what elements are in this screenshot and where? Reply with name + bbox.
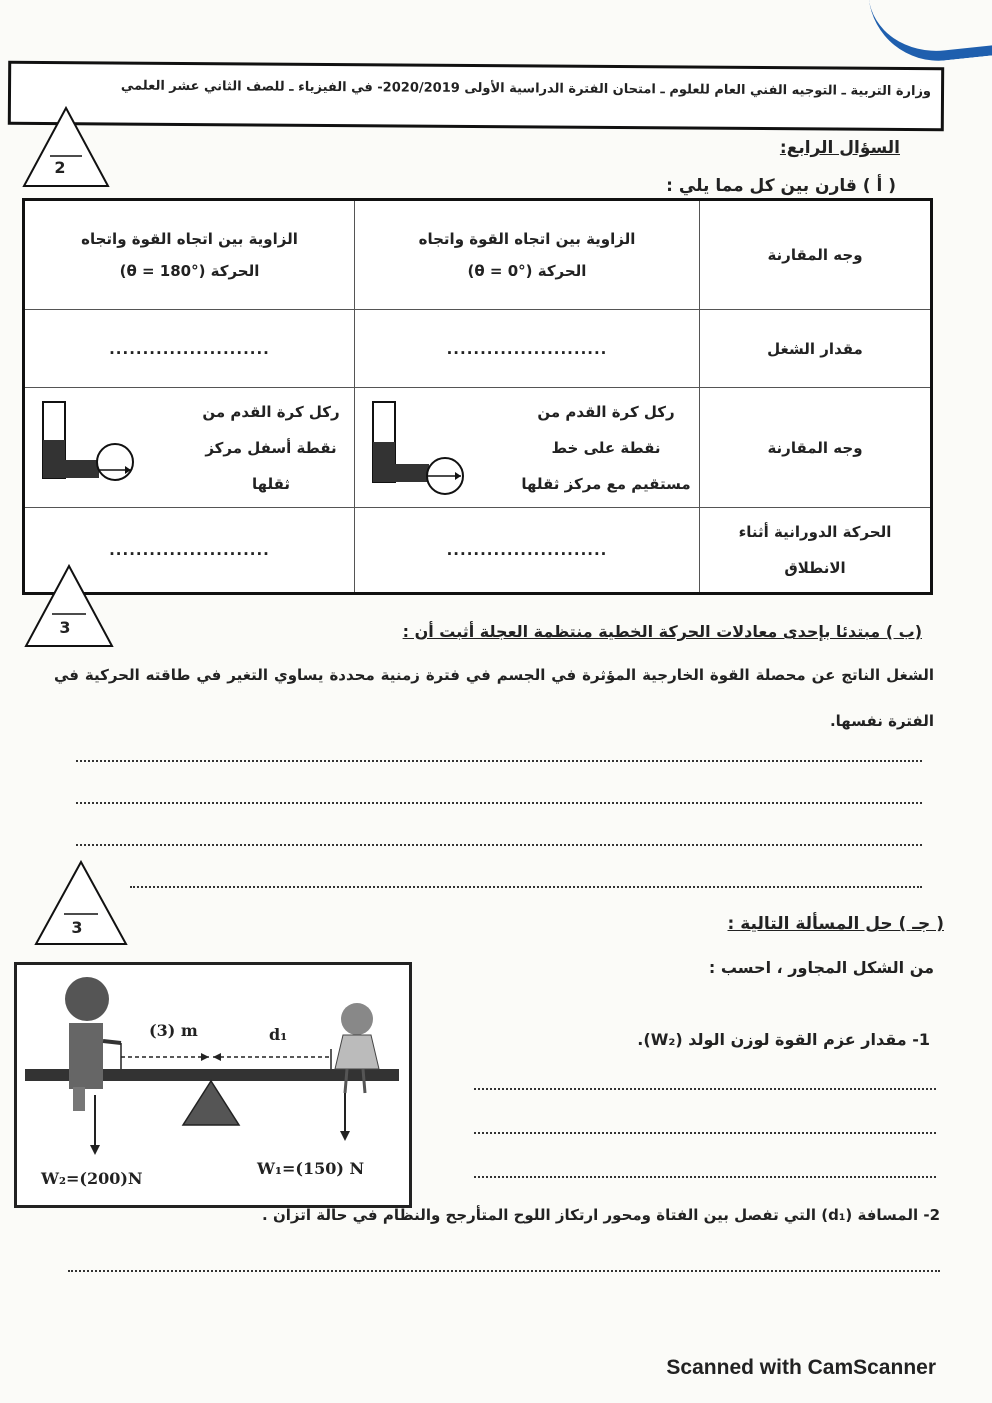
part-c-q2: 2- المسافة (d₁) التي تفصل بين الفتاة ومحور ارتكاز اللوح المتأرجح والنظام في حالة اتزان . [262, 1206, 940, 1224]
kick-below-icon [33, 398, 143, 498]
question-title: السؤال الرابع: [779, 138, 900, 158]
row3-col2-text: ركل كرة القدم من نقطة أسفل مركز ثقلها [202, 402, 340, 493]
answer-line-b3[interactable] [76, 844, 922, 846]
table-row [24, 508, 932, 594]
header-text: وزارة التربية ـ التوجيه الفني العام للعلوم ـ امتحان الفترة الدراسية الأولى 2020/2019- في الفيزياء ـ للصف الثاني عشر العلمي [120, 78, 932, 100]
row2-col1-answer[interactable]: ........................ [355, 310, 700, 388]
mark-c: 3 [71, 918, 83, 937]
part-a-title: ( أ ) قارن بين كل مما يلي : [666, 176, 896, 196]
label-weight-girl: W₁=(150) N [257, 1159, 365, 1178]
table-row [24, 388, 932, 508]
answer-line-b1[interactable] [76, 760, 922, 762]
row1-label: وجه المقارنة [700, 200, 932, 310]
row2-col2-answer[interactable]: ........................ [24, 310, 355, 388]
scanner-footer: Scanned with CamScanner [666, 1356, 936, 1379]
label-distance-girl: d₁ [269, 1025, 288, 1044]
answer-line-c1[interactable] [474, 1088, 936, 1090]
table-row [24, 200, 932, 310]
mark-triangle-a [20, 104, 112, 190]
mark-a: 2 [54, 158, 66, 177]
row1-col1 [355, 200, 700, 310]
kick-center-icon [363, 398, 473, 498]
row2-label: مقدار الشغل [700, 310, 932, 388]
row4-label: الحركة الدورانية أثناء الانطلاق [700, 508, 932, 594]
row1-col1-line1: الزاوية بين اتجاه القوة واتجاه [418, 230, 636, 248]
answer-line-b2[interactable] [76, 802, 922, 804]
seesaw-figure [14, 962, 412, 1208]
label-weight-boy: W₂=(200)N [41, 1169, 143, 1188]
row3-col2 [24, 388, 355, 508]
exam-header [8, 61, 944, 132]
row1-col2 [24, 200, 355, 310]
row3-col1 [355, 388, 700, 508]
row4-col1-answer[interactable]: ........................ [355, 508, 700, 594]
mark-b: 3 [59, 618, 71, 637]
table-row [24, 310, 932, 388]
answer-line-b4[interactable] [130, 886, 922, 888]
part-b-text: الشغل الناتج عن محصلة القوة الخارجية المؤثرة في الجسم في فترة زمنية محددة يساوي التغير في طاقته الحركية في الفترة نفسها. [54, 666, 934, 730]
part-c-q1: 1- مقدار عزم القوة لوزن الولد (W₂). [637, 1030, 930, 1049]
row1-col1-line2: الحركة (θ = 0°) [467, 262, 587, 280]
part-c-intro: من الشكل المجاور ، احسب : [708, 958, 934, 977]
label-distance-boy: (3) m [149, 1021, 198, 1040]
part-b-title: (ب ) مبتدئا بإحدى معادلات الحركة الخطية منتظمة العجلة أثبت أن : [402, 622, 922, 641]
answer-line-c3[interactable] [474, 1176, 936, 1178]
part-c-title: ( جـ ) حل المسألة التالية : [727, 914, 944, 934]
row1-col2-line1: الزاوية بين اتجاه القوة واتجاه [81, 230, 298, 248]
answer-line-c2[interactable] [474, 1132, 936, 1134]
row3-label: وجه المقارنة [700, 388, 932, 508]
comparison-table [22, 198, 933, 595]
row3-col1-text: ركل كرة القدم من نقطة على خط مستقيم مع مركز ثقلها [521, 402, 691, 493]
corner-decoration [869, 0, 992, 68]
row1-col2-line2: الحركة (θ = 180°) [119, 262, 260, 280]
answer-line-c4[interactable] [68, 1270, 940, 1272]
row4-col2-answer[interactable]: ........................ [24, 508, 355, 594]
